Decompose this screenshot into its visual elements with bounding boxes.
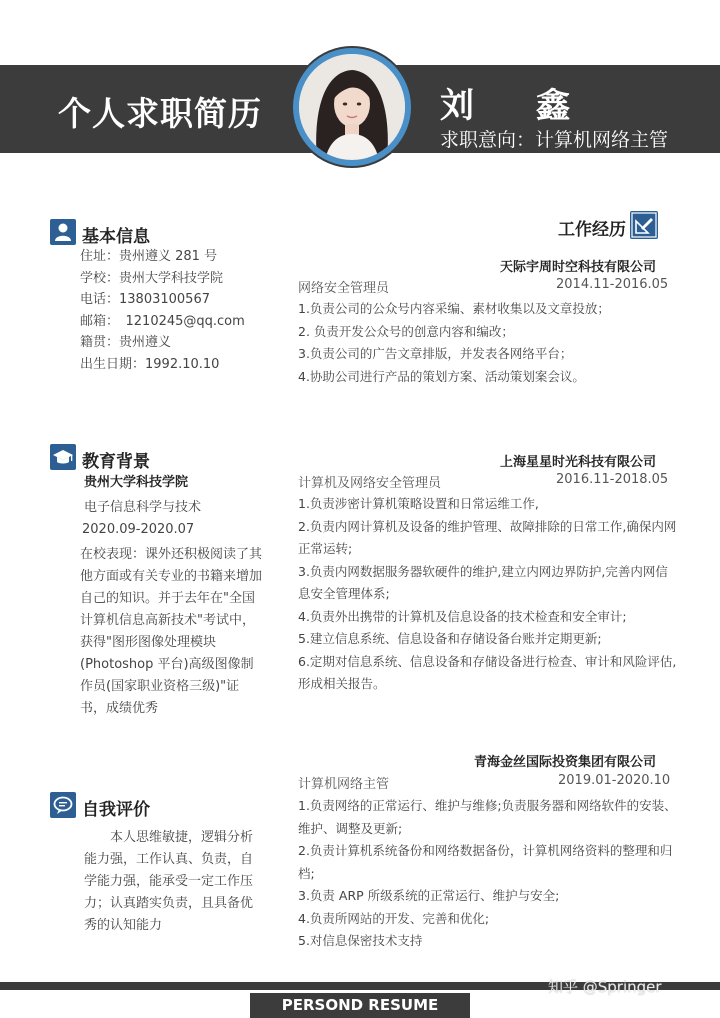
duty-item: 1.负责公司的公众号内容采编、素材收集以及文章投放；	[298, 301, 610, 316]
job-period: 2014.11-2016.05	[556, 277, 669, 292]
duty-item: 5.对信息保密技术支持	[298, 933, 423, 948]
watermark: 知乎 @Springer	[548, 978, 662, 996]
job-role: 网络安全管理员	[298, 281, 390, 296]
job-period: 2016.11-2018.05	[556, 472, 669, 487]
basic-info-line: 籍贯：贵州遵义	[80, 335, 172, 350]
pencil-ruler-icon	[630, 211, 658, 239]
basic-info-line: 电话：13803100567	[80, 292, 210, 307]
job-company: 青海金丝国际投资集团有限公司	[473, 755, 656, 770]
duty-item: 4.协助公司进行产品的策划方案、活动策划案会议。	[298, 368, 585, 384]
basic-info-list	[80, 247, 245, 375]
duty-item: 3.负责内网数据服务器软硬件的维护,建立内网边界防护,完善内网信息安全管理体系;	[298, 563, 668, 601]
duty-item: 3.负责 ARP 所级系统的正常运行、维护与安全;	[298, 888, 560, 903]
footer-tab	[250, 993, 470, 1018]
basic-info-line: 住址：贵州遵义 281 号	[80, 249, 218, 264]
education-period: 2020.09-2020.07	[82, 522, 195, 537]
duty-item: 1.负责涉密计算机策略设置和日常运维工作,	[298, 496, 539, 511]
basic-info-heading: 基本信息	[82, 227, 150, 247]
job-intent: 求职意向：计算机网络主管	[440, 129, 669, 151]
person-icon	[50, 219, 76, 245]
major: 电子信息科学与技术	[84, 500, 202, 515]
duty-item: 4.负责所网站的开发、完善和优化;	[298, 910, 490, 926]
duty-item: 2. 负责开发公众号的创意内容和编改；	[298, 323, 514, 339]
profile-photo-frame	[293, 48, 411, 166]
duty-item: 4.负责外出携带的计算机及信息设备的技术检查和安全审计;	[298, 608, 627, 624]
work-heading: 工作经历	[558, 220, 626, 240]
job-company: 天际宇周时空科技有限公司	[499, 260, 656, 275]
duty-item: 6.定期对信息系统、信息设备和存储设备进行检查、审计和风险评估,形成相关报告。	[298, 653, 677, 691]
education-heading: 教育背景	[82, 452, 150, 472]
graduation-cap-icon	[50, 444, 76, 470]
job-duties	[298, 298, 678, 388]
duty-item: 1.负责网络的正常运行、维护与维修;负责服务器和网络软件的安装、维护、调整及更新;	[298, 798, 677, 836]
speech-bubble-icon	[50, 792, 76, 818]
duty-item: 3.负责公司的广告文章排版，并发表各网络平台；	[298, 346, 573, 361]
candidate-name: 刘 鑫	[440, 86, 584, 126]
self-eval-text: 本人思维敏捷，逻辑分析能力强，工作认真、负责，自学能力强，能承受一定工作压力；认真踏实负责，且具备优秀的认知能力	[84, 830, 254, 933]
duty-item: 2.负责内网计算机及设备的维护管理、故障排除的日常工作,确保内网正常运转;	[298, 518, 677, 556]
self-eval-heading: 自我评价	[82, 800, 150, 820]
footer-label: PERSOND RESUME	[281, 996, 439, 1014]
duty-item: 5.建立信息系统、信息设备和存储设备台账并定期更新;	[298, 631, 602, 646]
basic-info-line: 出生日期：1992.10.10	[80, 356, 220, 372]
school-performance: 在校表现：课外还积极阅读了其他方面或有关专业的书籍来增加自己的知识。并于去年在"全国计算机信息高新技术"考试中，获得"图形图像处理模块(Photoshop 平台)高级图像制作员(国家职业资格三级)"证书，成绩优秀	[80, 547, 263, 716]
school-name: 贵州大学科技学院	[84, 475, 189, 490]
document-title: 个人求职简历	[58, 94, 262, 133]
duty-item: 2.负责计算机系统备份和网络数据备份，计算机网络资料的整理和归档;	[298, 843, 673, 881]
job-role: 计算机网络主管	[298, 777, 390, 792]
job-duties	[298, 493, 678, 696]
job-period: 2019.01-2020.10	[558, 773, 671, 788]
basic-info-line: 学校：贵州大学科技学院	[80, 270, 224, 286]
job-role: 计算机及网络安全管理员	[298, 476, 442, 491]
profile-photo	[299, 54, 405, 160]
job-company: 上海星星时光科技有限公司	[499, 455, 656, 470]
basic-info-line: 邮箱： 1210245@qq.com	[80, 313, 245, 329]
job-duties	[298, 795, 678, 953]
